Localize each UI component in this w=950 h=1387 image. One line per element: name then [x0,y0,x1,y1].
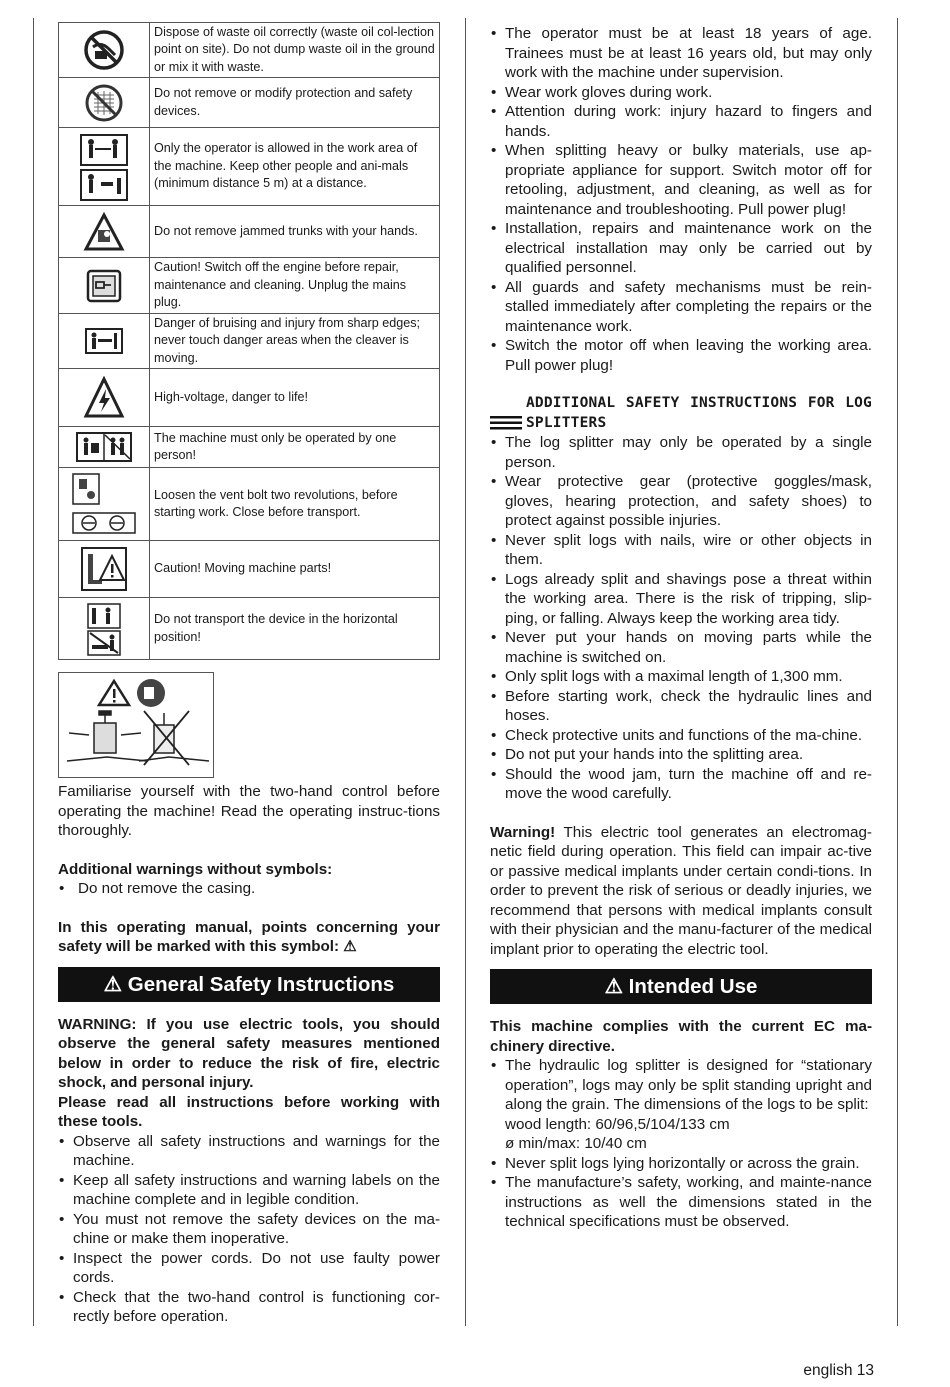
symbol-text: Do not remove or modify protection and safety devices. [150,78,440,128]
list-item: • Observe all safety instructions and warnings for the machine. [58,1132,440,1171]
dimension-wood-length: wood length: 60/96,5/104/133 cm [505,1115,730,1133]
list-item: • Never split logs with nails, wire or other objects in them. [490,531,872,570]
list-item: • Wear protective gear (protective goggles/mask, gloves, hearing protection, and safety shoes) to protect against possible injuries. [490,472,872,531]
list-item: • Attention during work: injury hazard to fingers and hands. [490,102,872,141]
operator-only-icon [59,128,150,206]
symbol-row [59,206,440,258]
dimension-diameter: ø min/max: 10/40 cm [505,1135,647,1152]
list-item: • Check protective units and functions of the ma-chine. [490,726,872,746]
symbol-row [59,23,440,78]
menu-lines-icon [490,416,522,430]
list-item: • The operator must be at least 18 years of age. Trainees must be at least 16 years old, but may only work with the machine under supervision. [490,24,872,83]
symbol-text: Caution! Switch off the engine before repair, maintenance and cleaning. Unplug the mains plug. [150,258,440,314]
log-splitter-heading [490,394,872,433]
list-item: • Logs already split and shavings pose a threat within the working area. There is the risk of tripping, slip-ping, or falling. Always keep the working area tidy. [490,570,872,629]
moving-parts-icon [59,541,150,598]
list-item: • Switch the motor off when leaving the working area. Pull power plug! [490,336,872,375]
list-item: • The log splitter may only be operated by a single person. [490,433,872,472]
center-rule [465,18,466,1326]
symbol-text: High-voltage, danger to life! [150,369,440,427]
symbol-text: Dispose of waste oil correctly (waste oil col-lection point on site). Do not dump waste oil in the ground or mix it with waste. [150,23,440,78]
symbol-row [59,468,440,541]
symbol-text: Caution! Moving machine parts! [150,541,440,598]
additional-warnings-list [58,879,440,899]
symbol-table [58,22,440,660]
right-column [490,24,872,1232]
vent-bolt-icon [59,468,150,541]
emf-warning-text: This electric tool generates an electromag-netic field during operation. This field can impair ac-tive or passive medical implants under certain condi-tions. In order to prevent the risk of serious or deadly injuries, we recommend that persons with medical implants consult with their physician and the manu-facturer of the medical implant prior to operating the electric tool. [490,823,872,958]
list-item: • Only split logs with a maximal length of 1,300 mm. [490,667,872,687]
general-safety-heading: ⚠ General Safety Instructions [58,967,440,1002]
two-hand-text: Familiarise yourself with the two-hand control before operating the machine! Read the operating instruc-tions thoroughly. [58,783,440,839]
list-item: • Keep all safety instructions and warning labels on the machine complete and in legible condition. [58,1171,440,1210]
list-item: • Inspect the power cords. Do not use faulty power cords. [58,1249,440,1288]
list-item: • Never put your hands on moving parts while the machine is switched on. [490,628,872,667]
list-item: • All guards and safety mechanisms must be rein-stalled immediately after completing the repairs or the maintenance work. [490,278,872,337]
symbol-row [59,128,440,206]
log-splitter-heading-text: ADDITIONAL SAFETY INSTRUCTIONS FOR LOG SPLITTERS [526,395,872,431]
no-guard-removal-icon [59,78,150,128]
intended-use-heading: ⚠ Intended Use [490,969,872,1004]
emf-warning-label: Warning! [490,823,556,841]
one-person-operation-icon [59,427,150,468]
list-item: • Installation, repairs and maintenance work on the electrical installation may only be carried out by qualified personnel. [490,219,872,278]
emf-warning [490,823,872,960]
symbol-text: Do not remove jammed trunks with your hands. [150,206,440,258]
symbol-text: Only the operator is allowed in the work area of the machine. Keep other people and ani-mals (minimum distance 5 m) at a distance. [150,128,440,206]
ec-directive-text: This machine complies with the current EC ma-chinery directive. [490,1018,872,1055]
symbol-text: The machine must only be operated by one person! [150,427,440,468]
two-hand-control-image [58,672,214,778]
symbol-row [59,258,440,314]
no-horizontal-transport-icon [59,598,150,660]
safety-list-top [490,24,872,375]
symbol-text: Loosen the vent bolt two revolutions, before starting work. Close before transport. [150,468,440,541]
right-margin-rule [897,18,898,1326]
manual-symbol-note: In this operating manual, points concerning your safety will be marked with this symbol: ⚠ [58,918,440,955]
general-safety-list [58,1132,440,1327]
list-item: • You must not remove the safety devices on the ma-chine or make them inoperative. [58,1210,440,1249]
intended-bullet-text: The hydraulic log splitter is designed for “stationary operation”, logs may only be split standing upright and along the grain. The dimensions of the logs to be split: [505,1057,872,1113]
warning-text: WARNING: If you use electric tools, you should observe the general safety measures mentioned below in order to reduce the risk of fire, electric shock, and personal injury. [58,1015,440,1091]
symbol-row [59,369,440,427]
symbol-row [59,78,440,128]
left-body [58,782,440,1327]
left-column [58,22,440,1327]
page-footer: english 13 [803,1362,874,1379]
symbol-row [59,598,440,660]
list-item: • Never split logs lying horizontally or across the grain. [490,1154,872,1174]
symbol-row [59,427,440,468]
no-oil-dumping-icon [59,23,150,78]
list-item: • When splitting heavy or bulky materials, use ap-propriate appliance for support. Switch motor off for retooling, adjustment, and cleaning, as well as for maintenance and troubleshooting. Pull power plug! [490,141,872,219]
read-instructions-text: Please read all instructions before working with these tools. [58,1093,440,1130]
intended-use-list [490,1056,872,1232]
bruising-hazard-icon [59,314,150,369]
list-item: • Do not remove the casing. [58,879,440,899]
list-item: • The manufacture’s safety, working, and mainte-nance instructions as well the dimensions stated in the technical specifications must be observed. [490,1173,872,1232]
list-item: • Do not put your hands into the splitting area. [490,745,872,765]
symbol-text: Do not transport the device in the horizontal position! [150,598,440,660]
left-margin-rule [33,18,34,1326]
additional-warnings-heading: Additional warnings without symbols: [58,860,333,878]
list-item: • Should the wood jam, turn the machine off and re-move the wood carefully. [490,765,872,804]
symbol-row [59,314,440,369]
list-item: • Before starting work, check the hydraulic lines and hoses. [490,687,872,726]
symbol-text: Danger of bruising and injury from sharp edges; never touch danger areas when the cleaver is moving. [150,314,440,369]
list-item [490,1056,872,1154]
log-splitter-list [490,433,872,804]
list-item: • Wear work gloves during work. [490,83,872,103]
unplug-before-repair-icon [59,258,150,314]
jammed-trunk-warning-icon [59,206,150,258]
list-item: • Check that the two-hand control is functioning cor-rectly before operation. [58,1288,440,1327]
symbol-row [59,541,440,598]
high-voltage-icon [59,369,150,427]
